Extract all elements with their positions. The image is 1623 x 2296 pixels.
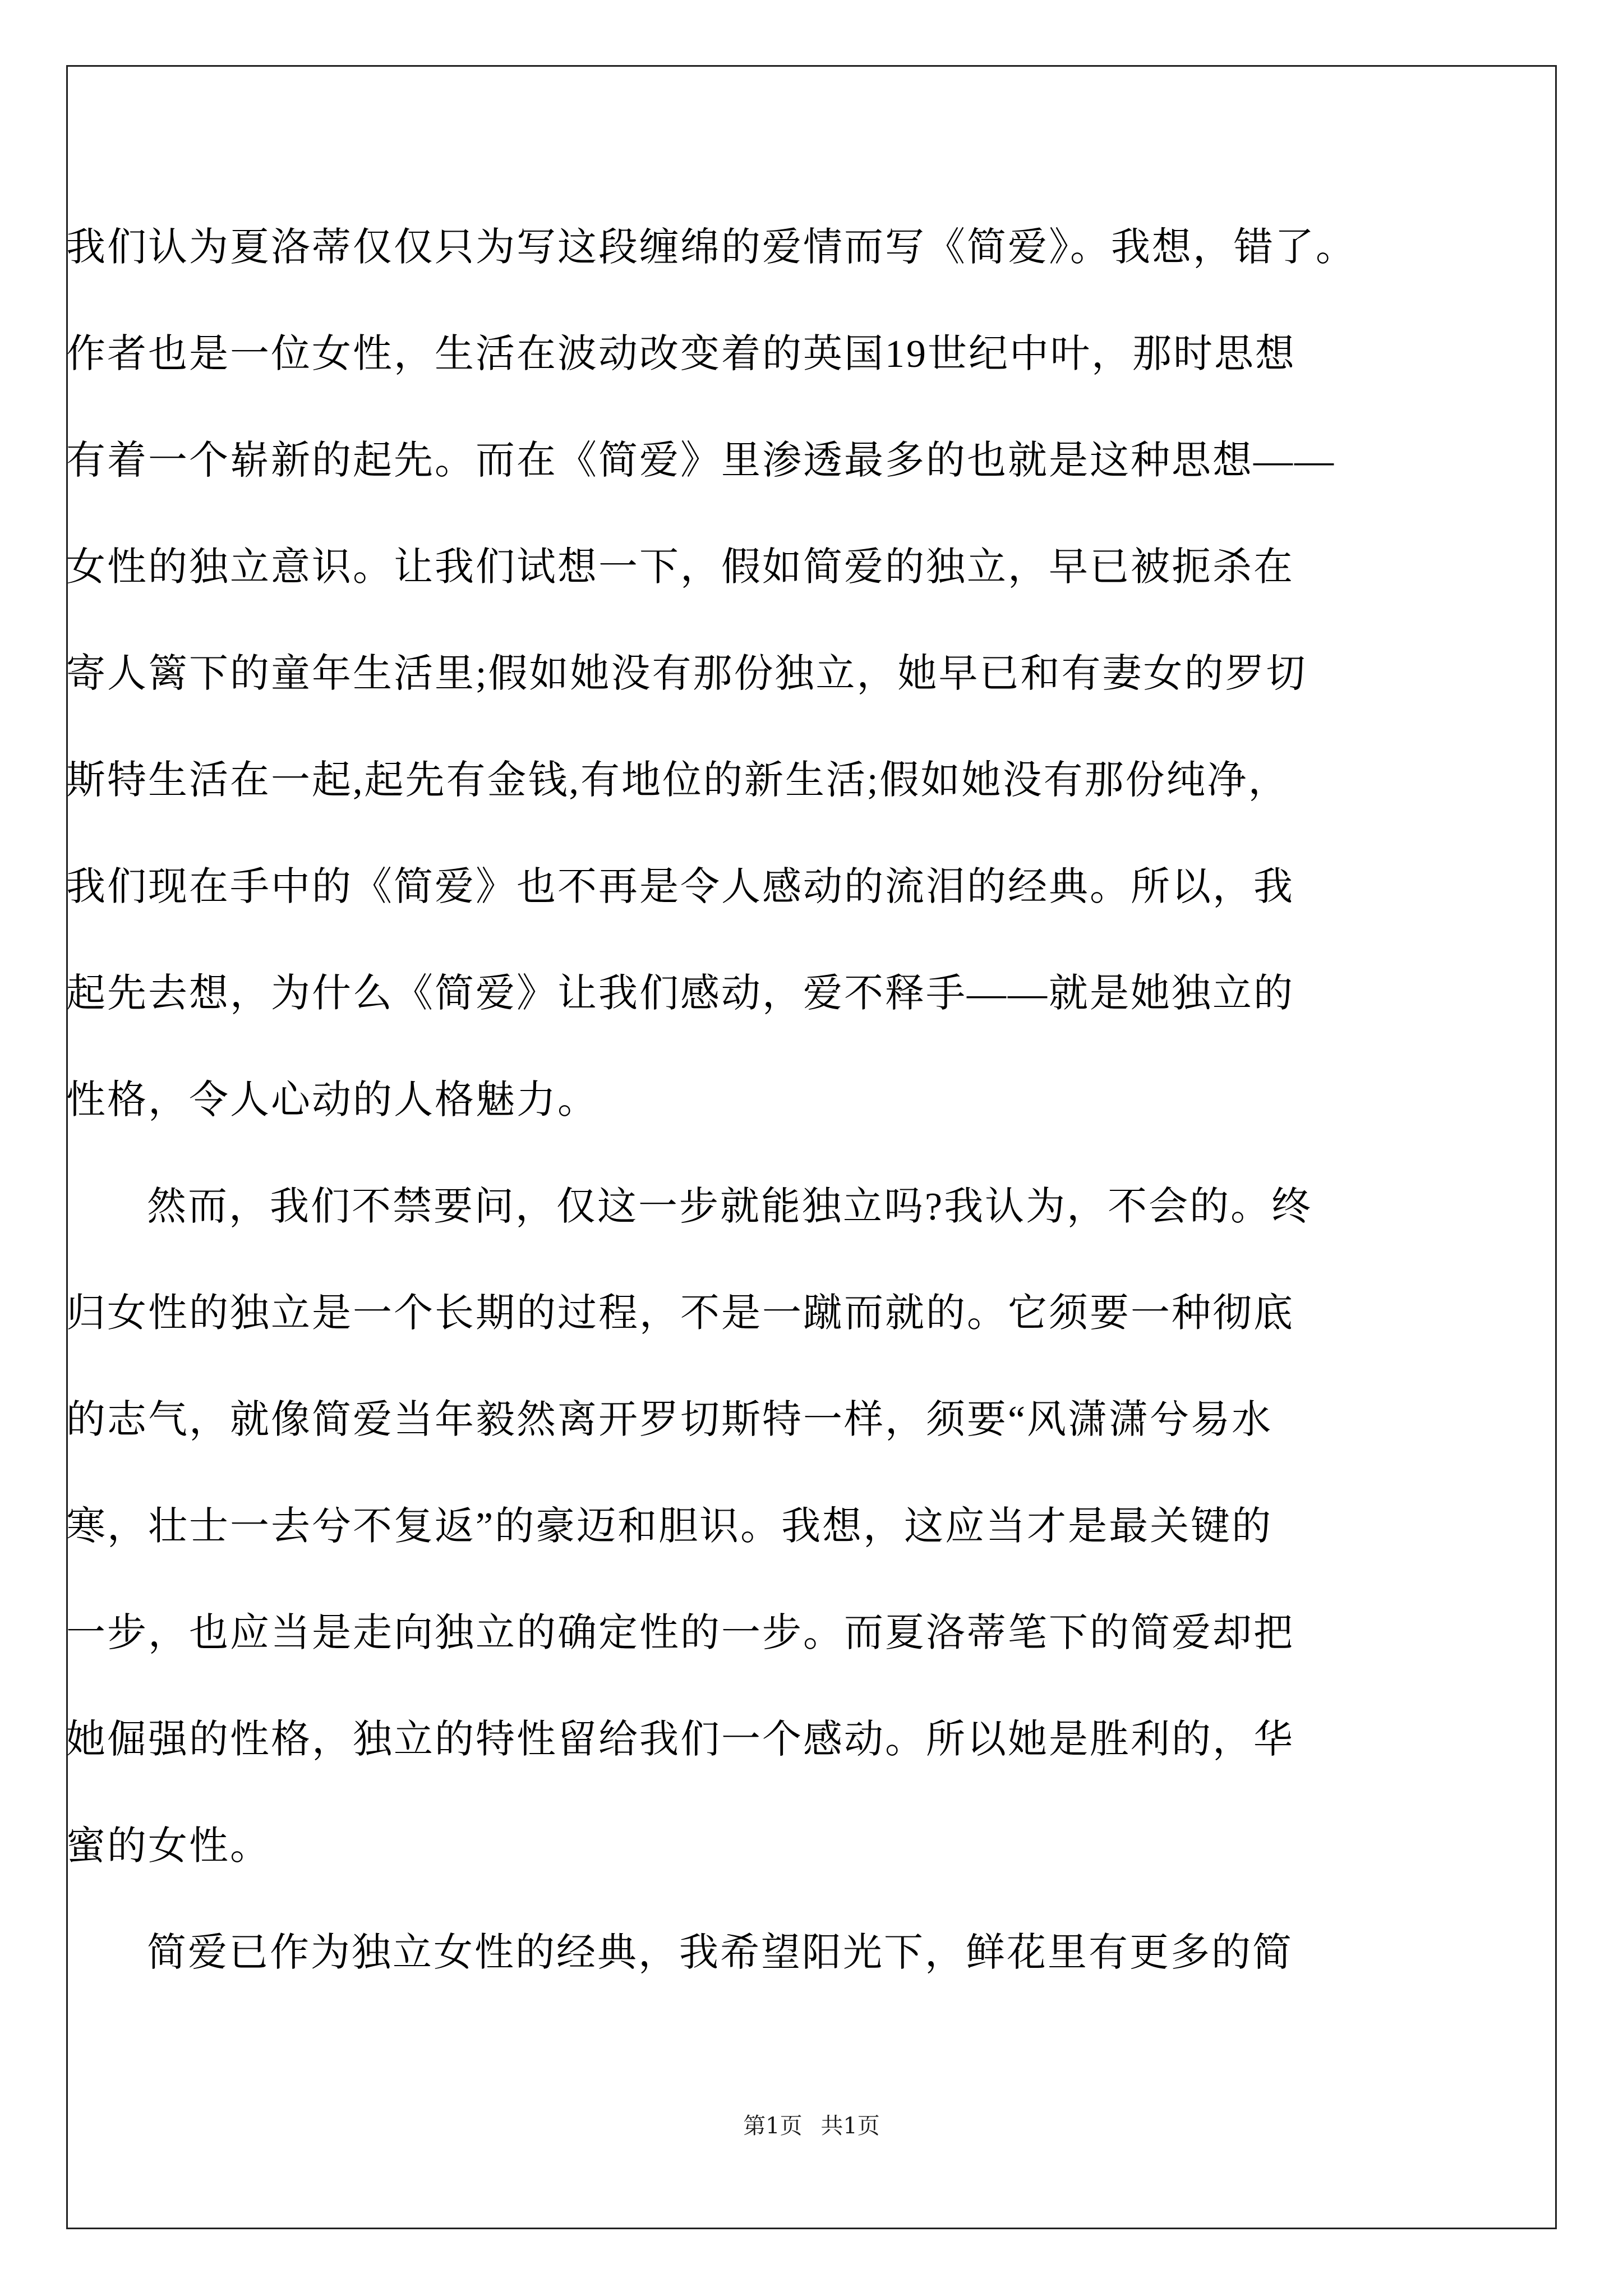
text-line: 寄人篱下的童年生活里;假如她没有那份独立，她早已和有妻女的罗切 [66,652,1307,696]
page-border [66,65,1557,2229]
text-line: 女性的独立意识。让我们试想一下，假如简爱的独立，早已被扼杀在 [66,546,1294,589]
text-line: 寒，壮士一去兮不复返”的豪迈和胆识。我想，这应当才是最关键的 [66,1505,1273,1548]
text-line: 的志气，就像简爱当年毅然离开罗切斯特一样，须要“风潇潇兮易水 [66,1398,1273,1442]
page-number: 第1页 [743,2113,803,2139]
text-line: 我们认为夏洛蒂仅仅只为写这段缠绵的爱情而写《简爱》。我想，错了。 [66,226,1357,269]
text-line: 有着一个崭新的起先。而在《简爱》里渗透最多的也就是这种思想—— [66,439,1335,482]
page-footer [0,2108,1623,2140]
page-total: 共1页 [820,2113,880,2139]
text-line: 她倔强的性格，独立的特性留给我们一个感动。所以她是胜利的，华 [66,1718,1294,1761]
text-line: 归女性的独立是一个长期的过程，不是一蹴而就的。它须要一种彻底 [66,1292,1294,1335]
text-line: 起先去想，为什么《简爱》让我们感动，爱不释手——就是她独立的 [66,972,1294,1015]
text-line: 我们现在手中的《简爱》也不再是令人感动的流泪的经典。所以，我 [66,866,1294,909]
text-line: 简爱已作为独立女性的经典，我希望阳光下，鲜花里有更多的简 [147,1931,1293,1975]
text-line: 性格，令人心动的人格魅力。 [66,1079,598,1122]
text-line: 斯特生活在一起,起先有金钱,有地位的新生活;假如她没有那份纯净， [66,759,1289,802]
text-line: 蜜的女性。 [66,1825,271,1868]
text-line: 一步，也应当是走向独立的确定性的一步。而夏洛蒂笔下的简爱却把 [66,1612,1294,1655]
text-line: 作者也是一位女性，生活在波动改变着的英国19世纪中叶，那时思想 [66,333,1296,376]
text-line: 然而，我们不禁要问，仅这一步就能独立吗?我认为，不会的。终 [147,1185,1313,1228]
